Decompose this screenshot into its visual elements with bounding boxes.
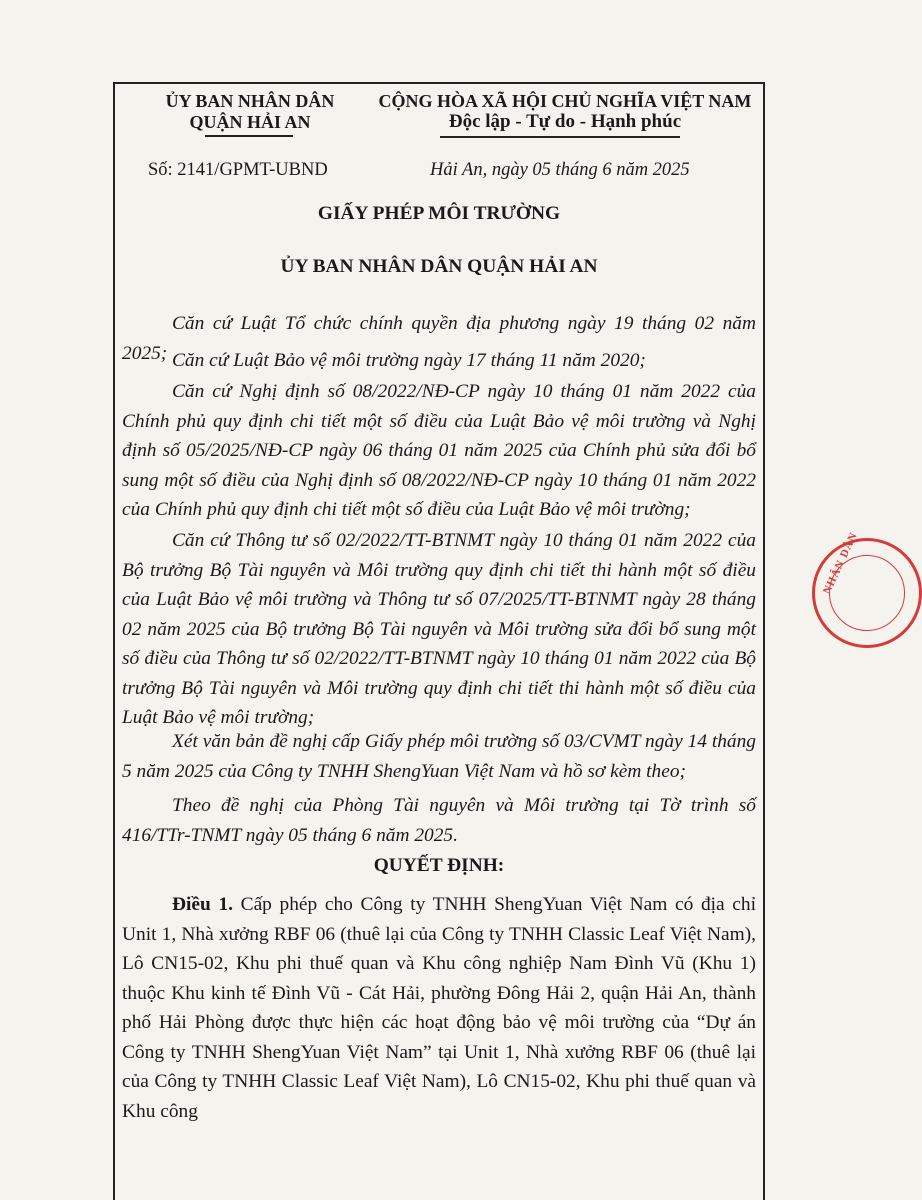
preamble-env-law: Căn cứ Luật Bảo vệ môi trường ngày 17 tháng 11 năm 2020; <box>172 350 646 371</box>
document-title: GIẤY PHÉP MÔI TRƯỜNG <box>317 203 561 224</box>
nation-title: CỘNG HÒA XÃ HỘI CHỦ NGHĨA VIỆT NAM <box>378 91 752 111</box>
article-1-text: Cấp phép cho Công ty TNHH ShengYuan Việt Nam có địa chỉ Unit 1, Nhà xưởng RBF 06 (thuê lại của Công ty TNHH Classic Leaf Việt Nam), Lô CN15-02, Khu phi thuế quan và Khu công nghiệp Nam Đình Vũ (Khu 1) thuộc Khu kinh tế Đình Vũ - Cát Hải, phường Đông Hải 2, quận Hải An, thành phố Hải Phòng được thực hiện các hoạt động bảo vệ môi trường của “Dự án Công ty TNHH ShengYuan Việt Nam” tại Unit 1, Nhà xưởng RBF 06 (thuê lại của Công ty TNHH Classic Leaf Việt Nam), Lô CN15-02, Khu phi thuế quan và Khu công <box>122 894 756 1122</box>
article-1-label: Điều 1. <box>172 894 233 915</box>
motto-underline <box>440 136 680 138</box>
org-name-line2: QUẬN HẢI AN <box>189 112 311 132</box>
article-1 <box>122 890 756 1126</box>
nation-motto: Độc lập - Tự do - Hạnh phúc <box>448 111 682 132</box>
place-date: Hải An, ngày 05 tháng 6 năm 2025 <box>430 160 690 180</box>
org-underline <box>205 135 293 137</box>
decision-heading: QUYẾT ĐỊNH: <box>373 855 505 876</box>
seal-text: NHÂN DÂN <box>821 530 861 597</box>
preamble-proposal: Theo đề nghị của Phòng Tài nguyên và Môi trường tại Tờ trình số 416/TTr-TNMT ngày 05 tháng 6 năm 2025. <box>122 795 756 846</box>
red-seal-stamp <box>812 530 922 648</box>
preamble-circular: Căn cứ Thông tư số 02/2022/TT-BTNMT ngày 10 tháng 01 năm 2022 của Bộ trưởng Bộ Tài nguyên và Môi trường quy định chi tiết thi hành một số điều của Luật Bảo vệ môi trường và Thông tư số 07/2025/TT-BTNMT ngày 28 tháng 02 năm 2025 của Bộ trưởng Bộ Tài nguyên và Môi trường sửa đổi bổ sung một số điều của Thông tư số 02/2022/TT-BTNMT ngày 10 tháng 01 năm 2022 của Bộ trưởng Bộ Tài nguyên và Môi trường quy định chi tiết thi hành một số điều của Luật Bảo vệ môi trường; <box>122 530 756 728</box>
preamble-decree: Căn cứ Nghị định số 08/2022/NĐ-CP ngày 10 tháng 01 năm 2022 của Chính phủ quy định chi tiết một số điều của Luật Bảo vệ môi trường và Nghị định số 05/2025/NĐ-CP ngày 06 tháng 01 năm 2025 của Chính phủ sửa đổi bổ sung một số điều của Nghị định số 08/2022/NĐ-CP ngày 10 tháng 01 năm 2022 của Chính phủ quy định chi tiết một số điều của Luật Bảo vệ môi trường; <box>122 381 756 520</box>
issuing-authority: ỦY BAN NHÂN DÂN QUẬN HẢI AN <box>280 256 598 277</box>
document-number: Số: 2141/GPMT-UBND <box>148 160 328 180</box>
org-name-line1: ỦY BAN NHÂN DÂN <box>165 91 335 111</box>
preamble-request: Xét văn bản đề nghị cấp Giấy phép môi trường số 03/CVMT ngày 14 tháng 5 năm 2025 của Công ty TNHH ShengYuan Việt Nam và hồ sơ kèm theo; <box>122 731 756 782</box>
preamble-local-gov-law: Căn cứ Luật Tổ chức chính quyền địa phương ngày 19 tháng 02 năm 2025; <box>122 313 756 364</box>
